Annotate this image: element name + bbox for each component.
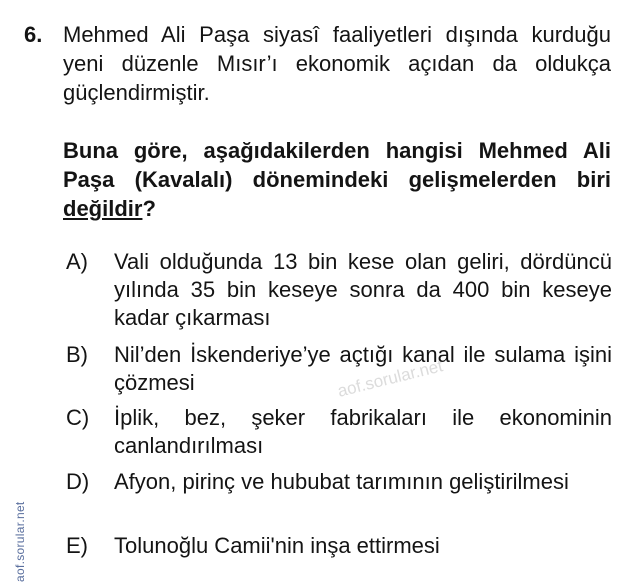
side-watermark: aof.sorular.net xyxy=(13,501,27,582)
prompt-negation: değildir xyxy=(63,196,143,221)
option-text: İplik, bez, şeker fabrikaları ile ekonominin canlandırılması xyxy=(114,405,612,458)
option-text: Nil’den İskenderiye’ye açtığı kanal ile sulama işini çözmesi xyxy=(114,342,612,395)
center-watermark: aof.sorular.net xyxy=(335,356,445,401)
option-label: B) xyxy=(66,342,88,367)
prompt-text: Buna göre, aşağıdakilerden hangisi Mehmed Ali Paşa (Kavalalı) dönemindeki gelişmelerden biri xyxy=(63,138,611,192)
option-text: Afyon, pirinç ve hububat tarımının geliştirilmesi xyxy=(114,469,569,494)
question-number: 6. xyxy=(24,22,43,47)
question-prompt xyxy=(63,136,611,223)
option-label: A) xyxy=(66,249,88,274)
question-stem: Mehmed Ali Paşa siyasî faaliyetleri dışında kurduğu yeni düzenle Mısır’ı ekonomik açıdan da oldukça güçlendirmiştir. xyxy=(63,22,611,105)
option-label: C) xyxy=(66,405,90,430)
prompt-question-mark: ? xyxy=(142,196,156,221)
option-label: E) xyxy=(66,533,88,558)
option-text: Vali olduğunda 13 bin kese olan geliri, dördüncü yılında 35 bin keseye sonra da 400 bin keseye kadar çıkarması xyxy=(114,249,612,330)
option-text: Tolunoğlu Camii'nin inşa ettirmesi xyxy=(114,533,440,558)
option-label: D) xyxy=(66,469,90,494)
